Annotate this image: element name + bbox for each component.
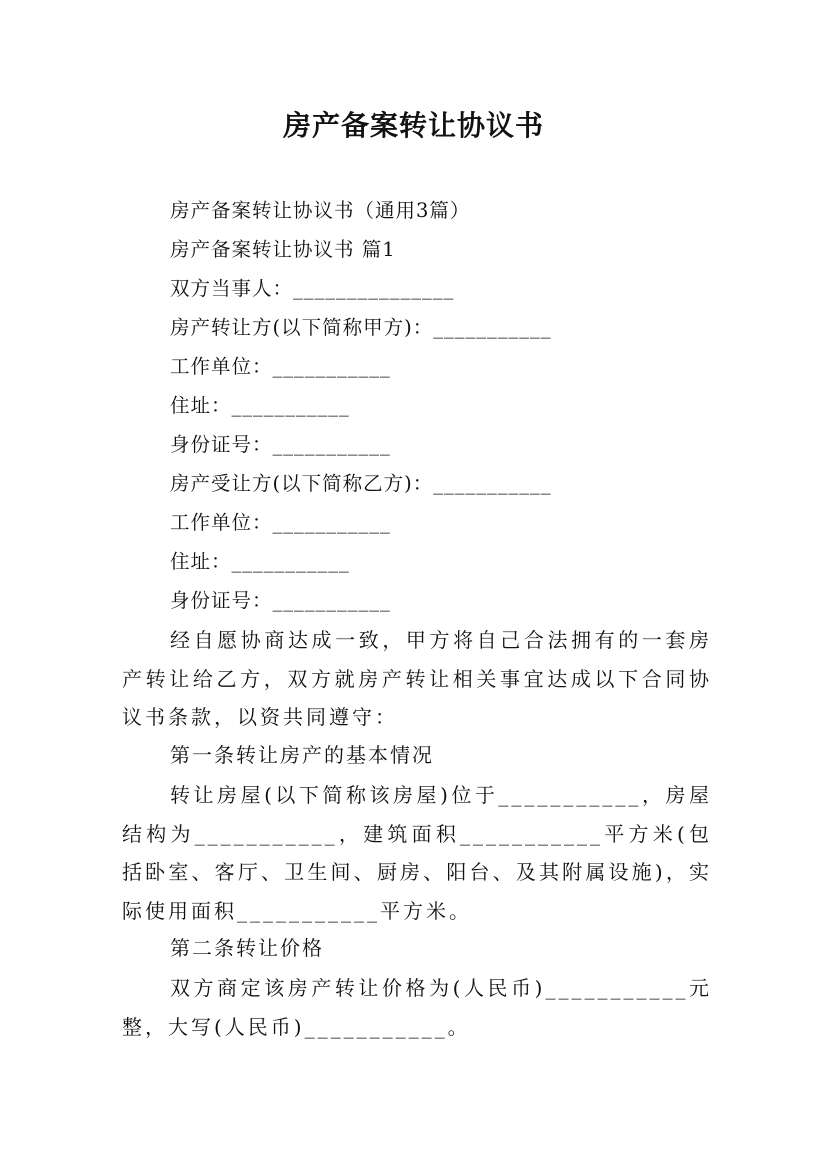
section-label-line: 房产备案转让协议书 篇1 [170,238,396,261]
party-b-employer-line: 工作单位：___________ [170,511,391,534]
article1-paragraph: 转让房屋(以下简称该房屋)位于___________，房屋结构为___________，建筑面积___________平方米(包括卧室、客厅、卫生间、厨房、阳台、及其附属设施)，实际使用面积___________平方米。 [122,783,712,923]
intro-paragraph: 经自愿协商达成一致，甲方将自己合法拥有的一套房产转让给乙方，双方就房产转让相关事宜达成以下合同协议书条款，以资共同遵守： [122,628,712,729]
article2-paragraph: 双方商定该房产转让价格为(人民币)___________元整，大写(人民币)___________。 [122,976,712,1039]
party-a-address-line: 住址：___________ [170,394,350,417]
party-a-employer-line: 工作单位：___________ [170,355,391,378]
party-a-line: 房产转让方(以下简称甲方)：___________ [170,316,552,339]
article2-heading: 第二条转让价格 [170,936,324,960]
document-title: 房产备案转让协议书 [282,109,544,142]
party-b-address-line: 住址：___________ [170,550,350,573]
party-a-id-line: 身份证号：___________ [170,433,391,456]
subtitle-line: 房产备案转让协议书（通用3篇） [170,199,471,222]
party-b-id-line: 身份证号：___________ [170,589,391,612]
article1-heading: 第一条转让房产的基本情况 [170,743,434,767]
party-b-line: 房产受让方(以下简称乙方)：___________ [170,472,552,495]
parties-line: 双方当事人：_______________ [170,277,455,300]
